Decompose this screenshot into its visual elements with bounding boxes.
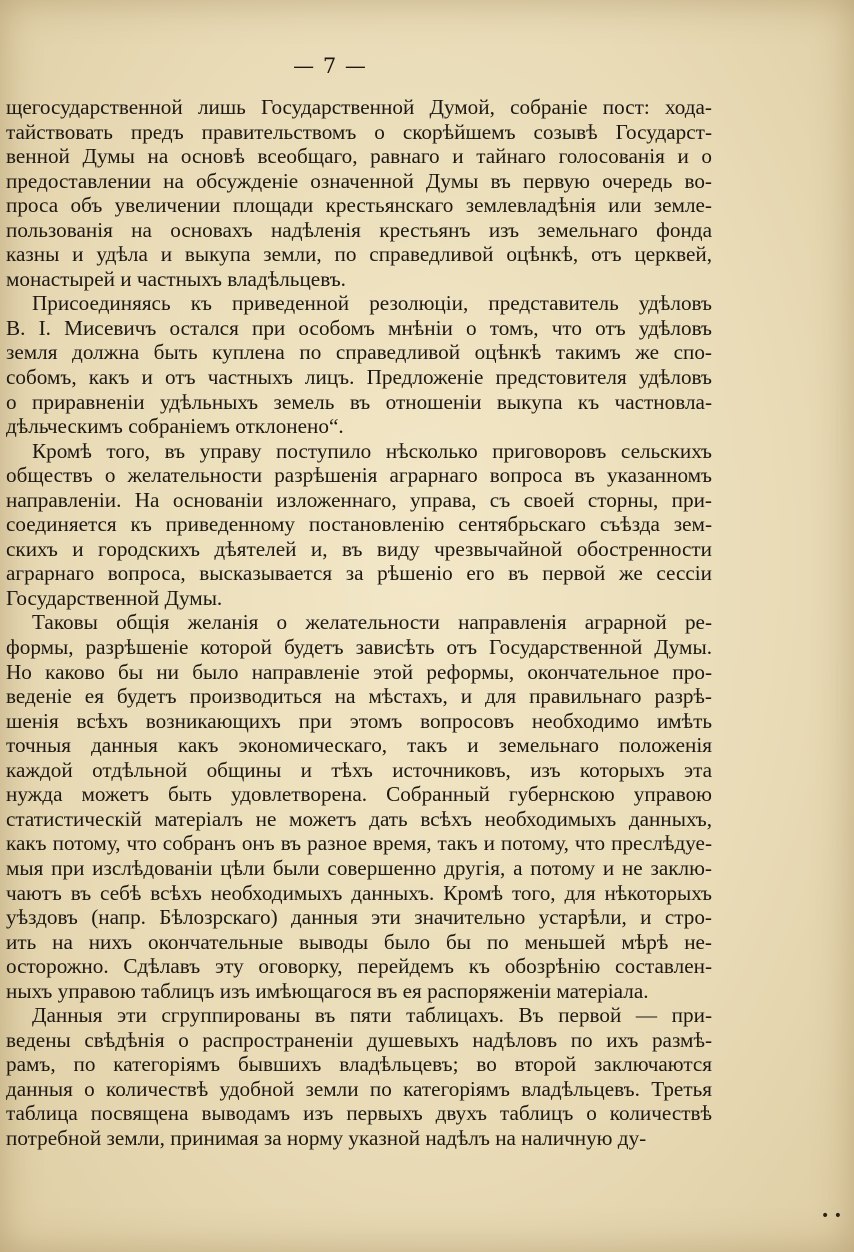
text-line: собомъ, какъ и отъ частныхъ лицъ. Предложеніе предстовителя удѣловъ: [6, 365, 712, 390]
text-line: соединяется къ приведенному постановленію сентябрьскаго съѣзда зем-: [6, 512, 712, 537]
text-line: нужда можетъ быть удовлетворена. Собранный губернскою управою: [6, 782, 712, 807]
edge-mark: • •: [821, 1208, 842, 1224]
text-line: дѣльческимъ собраніемъ отклонено“.: [6, 414, 344, 439]
text-line: предоставлении на обсужденіе означенной Думы въ первую очередь во-: [6, 168, 712, 193]
text-line: какъ потому, что собранъ онъ въ разное время, такъ и потому, что преслѣдуе-: [6, 831, 712, 856]
text-line: шенія всѣхъ возникающихъ при этомъ вопросовъ необходимо имѣть: [6, 708, 712, 733]
text-line: скихъ и городскихъ дѣятелей и, въ виду чрезвычайной обостренности: [6, 536, 712, 561]
text-line: Кромѣ того, въ управу поступило нѣсколько приговоровъ сельскихъ: [32, 438, 712, 463]
text-line: формы, разрѣшеніе которой будетъ зависѣть отъ Государственной Думы.: [6, 635, 712, 660]
text-line: тайствовать предъ правительствомъ о скорѣйшемъ созывѣ Государст-: [6, 119, 712, 144]
text-line: каждой отдѣльной общины и тѣхъ источниковъ, изъ которыхъ эта: [6, 757, 712, 782]
text-line: точныя данныя какъ экономическаго, такъ и земельнаго положенія: [6, 733, 712, 758]
text-line: аграрнаго вопроса, высказывается за рѣшеніо его въ первой же сессіи: [6, 561, 712, 586]
text-line: мыя при изслѣдованіи цѣли были совершенно другія, а потому и не заклю-: [6, 855, 712, 880]
text-line: направленіи. На основаніи изложеннаго, управа, съ своей сторны, при-: [6, 487, 712, 512]
text-line: Но каково бы ни было направленіе этой реформы, окончательное про-: [6, 659, 712, 684]
text-line: Государственной Думы.: [6, 585, 223, 610]
text-line: о приравненіи удѣльныхъ земель въ отношеніи выкупа къ частновла-: [6, 389, 712, 414]
text-line: статистическій матеріалъ не можетъ дать всѣхъ необходимыхъ данныхъ,: [6, 806, 712, 831]
text-line: веденіе ея будетъ производиться на мѣстахъ, и для правильнаго разрѣ-: [6, 684, 712, 709]
text-line: Присоединяясь къ приведенной резолюціи, представитель удѣловъ: [32, 291, 712, 316]
text-line: казны и удѣла и выкупа земли, по справедливой оцѣнкѣ, отъ церквей,: [6, 242, 712, 267]
text-line: щегосударственной лишь Государственной Думой, собраніе пост: хода-: [6, 95, 712, 119]
text-line: пользованія на основахъ надѣленія крестьянъ изъ земельнаго фонда: [6, 217, 712, 242]
text-line: данныя о количествѣ удобной земли по категоріямъ владѣльцевъ. Третья: [6, 1076, 712, 1101]
text-line: таблица посвящена выводамъ изъ первыхъ двухъ таблицъ о количествѣ: [6, 1101, 712, 1126]
text-line: Таковы общія желанія о желательности направленія аграрной ре-: [32, 610, 712, 635]
text-line: потребной земли, принимая за норму указной надѣлъ на наличную ду-: [6, 1125, 647, 1150]
text-line: обществъ о желательности разрѣшенія аграрнаго вопроса въ указанномъ: [6, 463, 712, 488]
text-line: Данныя эти сгруппированы въ пяти таблицахъ. Въ первой — при-: [32, 1003, 712, 1028]
text-line: В. І. Мисевичъ остался при особомъ мнѣніи о томъ, что отъ удѣловъ: [6, 315, 712, 340]
page-number: — 7 —: [293, 54, 367, 78]
text-line: монастырей и частныхъ владѣльцевъ.: [6, 266, 346, 291]
text-line: ведены свѣдѣнія о распространеніи душевыхъ надѣловъ по ихъ размѣ-: [6, 1027, 712, 1052]
text-line: рамъ, по категоріямъ бывшихъ владѣльцевъ; во второй заключаются: [6, 1052, 712, 1077]
text-line: проса объ увеличении площади крестьянскаго землевладѣнія или земле-: [6, 193, 712, 218]
text-line: чаютъ въ себѣ всѣхъ необходимыхъ данныхъ. Кромѣ того, для нѣкоторыхъ: [6, 880, 712, 905]
body-text: [6, 95, 712, 1151]
text-line: осторожно. Сдѣлавъ эту оговорку, перейдемъ къ обозрѣнію составлен-: [6, 954, 712, 979]
text-line: уѣздовъ (напр. Бѣлозрскаго) данныя эти значительно устарѣли, и стро-: [6, 905, 712, 930]
text-line: венной Думы на основѣ всеобщаго, равнаго и тайнаго голосованія и о: [6, 144, 712, 169]
text-line: ить на нихъ окончательные выводы было бы по меньшей мѣрѣ не-: [6, 929, 712, 954]
text-line: ныхъ управою таблицъ изъ имѣющагося въ ея распоряженіи матеріала.: [6, 978, 649, 1003]
text-line: земля должна быть куплена по справедливой оцѣнкѣ такимъ же спо-: [6, 340, 712, 365]
